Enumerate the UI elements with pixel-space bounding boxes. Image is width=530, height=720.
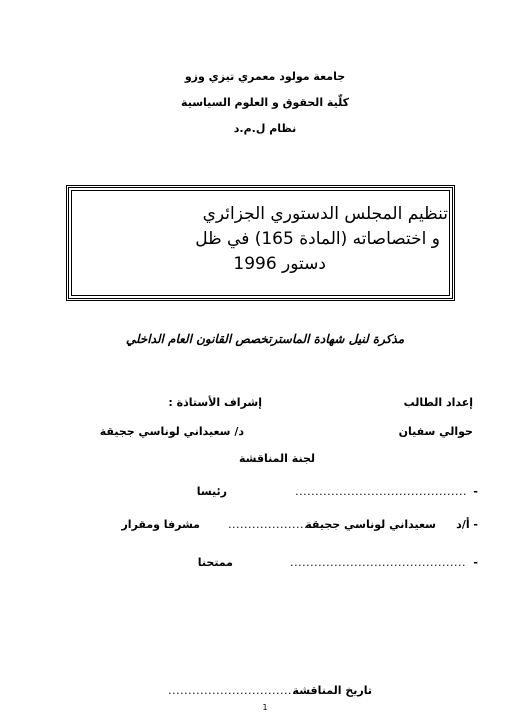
committee-member-2-name: سعيداني لوناسي ججيقة [305,518,436,531]
committee-member-3-prefix: - [473,556,478,569]
committee-member-2-prefix: - أ/د [456,518,478,531]
supervisor-label: إشراف الأستاذة : [168,396,262,409]
thesis-title-line-2: و اختصاصاته (المادة 165) في ظل [195,229,440,249]
committee-member-3-dots: ............................................ [290,556,466,569]
defense-date-dots: ................................ [168,684,296,697]
committee-title: لجنة المناقشة [238,452,315,465]
committee-member-1-role: رئيسا [196,485,227,498]
prepared-by-label: إعداد الطالب [403,396,473,409]
defense-date-label: تاريخ المناقشة [292,684,372,697]
page-number: 1 [262,703,268,712]
committee-member-1-prefix: - [473,485,478,498]
thesis-title-line-3: دستور 1996 [233,254,326,274]
system-label: نظام ل.م.د [233,122,297,135]
committee-member-1-dots: ........................................... [295,485,467,498]
student-name: حوالي سفيان [398,425,473,438]
committee-member-2-dots: ...................... [228,518,316,531]
university-name: جامعة مولود معمري تيزي وزو [184,70,346,83]
supervisor-name: د/ سعيداني لوناسي ججيقة [99,425,244,438]
thesis-title-line-1: تنظيم المجلس الدستوري الجزائري [202,204,448,224]
memo-subtitle: مذكرة لنيل شهادة الماسترتخصص القانون العام الداخلي [125,332,405,346]
committee-member-2-role: مشرفا ومقرار [121,518,200,531]
faculty-name: كلّية الحقوق و العلوم السياسية [181,96,349,109]
committee-member-3-role: ممتحنا [197,556,233,569]
